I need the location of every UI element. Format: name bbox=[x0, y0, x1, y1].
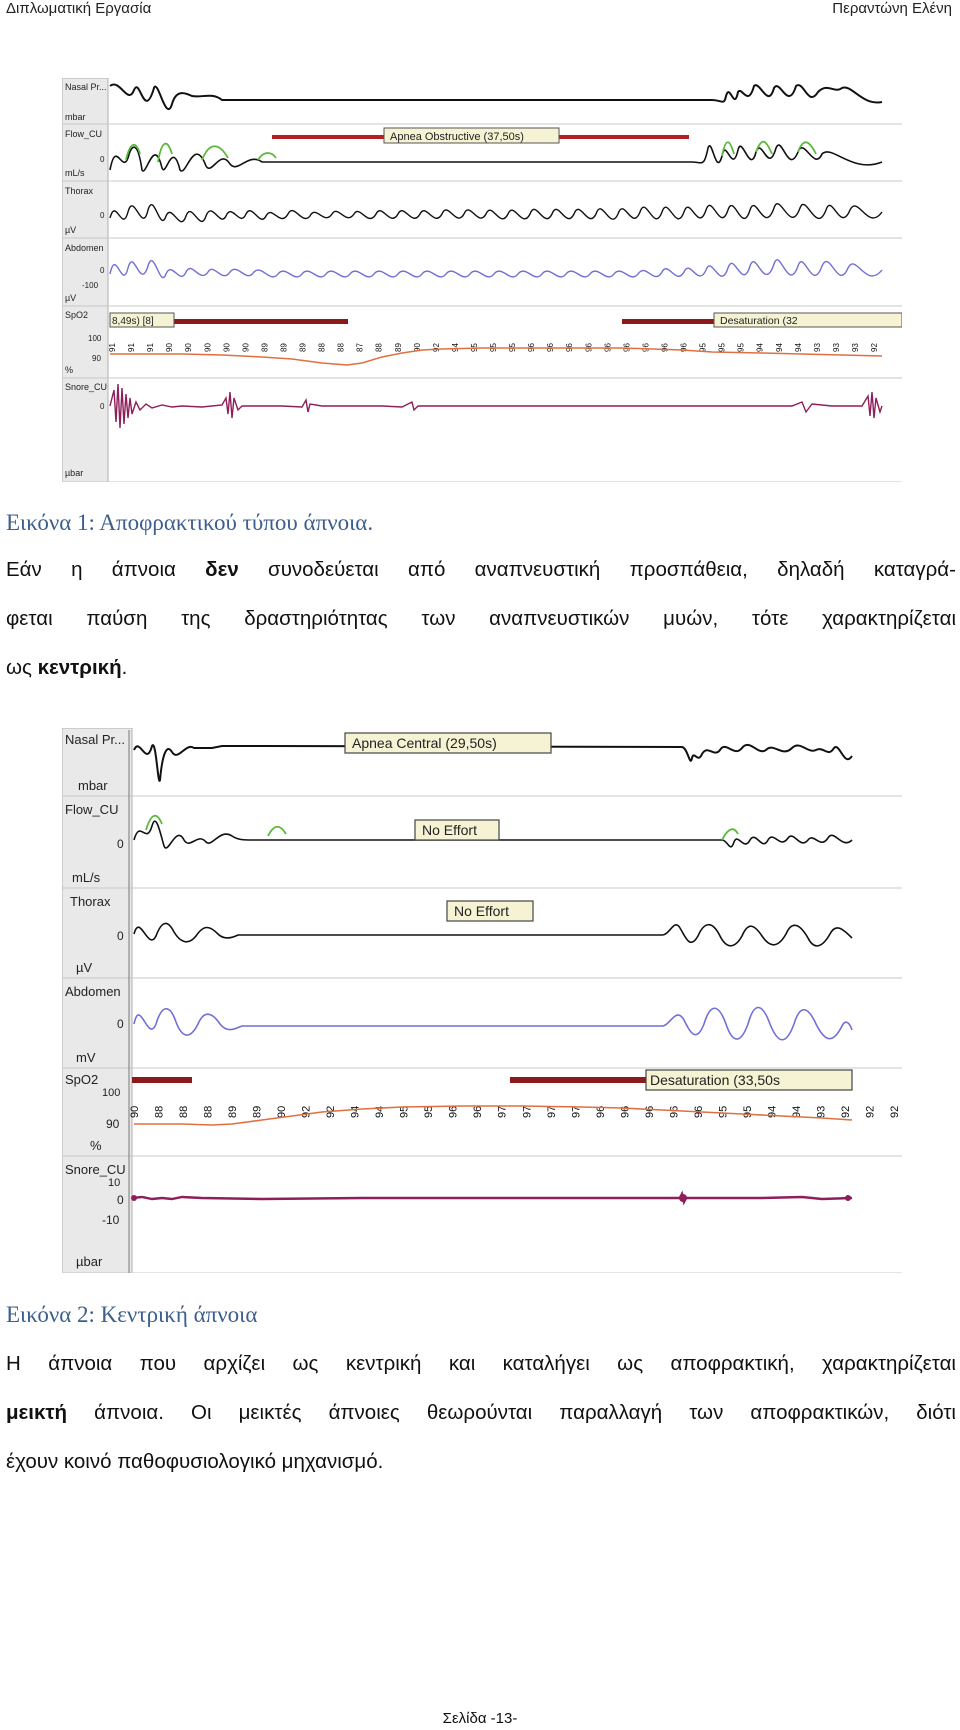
f1-spo2-value-19: 95 bbox=[469, 343, 479, 352]
f2-unit-flow: mL/s bbox=[72, 870, 101, 885]
f1-spo2-value-29: 96 bbox=[660, 343, 670, 352]
f2-spo2-value-17: 97 bbox=[545, 1105, 558, 1118]
f1-spo2-value-12: 88 bbox=[336, 343, 346, 352]
figure-obstructive-apnea bbox=[62, 78, 902, 482]
f1-spo2-value-28: 96 bbox=[641, 343, 651, 352]
f1-spo2-value-13: 87 bbox=[355, 343, 365, 352]
f2-spo2-value-11: 95 bbox=[398, 1105, 411, 1118]
caption-figure-1: Εικόνα 1: Αποφρακτικού τύπου άπνοια. bbox=[6, 510, 374, 535]
f1-spo2-value-39: 93 bbox=[850, 343, 860, 352]
f1-ch-thorax: Thorax bbox=[65, 186, 94, 196]
f1-spo2-value-1: 91 bbox=[127, 343, 137, 352]
f1-spo2-value-38: 93 bbox=[831, 343, 841, 352]
f1-ch-snore: Snore_CU bbox=[65, 382, 108, 392]
f2-desat-label: Desaturation (33,50s bbox=[650, 1072, 780, 1088]
f1-spo2-value-18: 94 bbox=[450, 343, 460, 352]
f1-unit-thorax: µV bbox=[65, 225, 77, 235]
f1-spo2-value-23: 96 bbox=[546, 343, 556, 352]
f2-tick-snore-0: 0 bbox=[117, 1193, 124, 1207]
f2-ch-spo2: SpO2 bbox=[65, 1072, 99, 1087]
f1-spo2-value-24: 96 bbox=[565, 343, 575, 352]
page-number: Σελίδα -13- bbox=[442, 1710, 518, 1727]
f2-unit-spo2: % bbox=[90, 1138, 102, 1153]
f2-spo2-value-15: 97 bbox=[496, 1105, 509, 1118]
keyword-central: κεντρική bbox=[37, 656, 122, 679]
f2-spo2-value-18: 97 bbox=[570, 1105, 583, 1118]
para2-line2: μεικτή άπνοια. Οι μεικτές άπνοιες θεωρούνται παραλλαγή των αποφρακτικών, διότι bbox=[6, 1401, 956, 1424]
f2-unit-snore: µbar bbox=[76, 1254, 103, 1269]
keyword-den: δεν bbox=[205, 558, 239, 581]
f1-spo2-value-17: 92 bbox=[431, 343, 441, 352]
f1-spo2-value-14: 88 bbox=[374, 343, 384, 352]
f1-spo2-value-0: 91 bbox=[108, 343, 117, 352]
f2-unit-abdomen: mV bbox=[76, 1050, 96, 1065]
f2-spo2-value-28: 93 bbox=[815, 1105, 828, 1118]
f2-spo2-value-30: 92 bbox=[864, 1105, 877, 1118]
f2-tick-abd-0: 0 bbox=[117, 1017, 124, 1031]
f2-spo2-value-6: 90 bbox=[276, 1105, 289, 1118]
para1-line2: φεται παύση της δραστηριότητας των αναπνευστικών μυών, τότε χαρακτηρίζεται bbox=[6, 607, 956, 630]
f2-spo2-value-29: 92 bbox=[839, 1105, 852, 1118]
f1-unit-flow: mL/s bbox=[65, 168, 85, 178]
f2-tick-spo2-100: 100 bbox=[102, 1087, 121, 1099]
f2-ch-thorax: Thorax bbox=[70, 894, 111, 909]
f2-tick-snore-10: 10 bbox=[108, 1177, 121, 1189]
f2-ch-snore: Snore_CU bbox=[65, 1162, 126, 1177]
figure-central-apnea bbox=[62, 728, 902, 1273]
f2-spo2-value-24: 95 bbox=[717, 1105, 730, 1118]
f2-spo2-value-16: 97 bbox=[521, 1105, 534, 1118]
f1-spo2-value-21: 95 bbox=[508, 343, 518, 352]
f1-spo2-value-6: 90 bbox=[222, 343, 232, 352]
f2-spo2-value-3: 88 bbox=[202, 1105, 215, 1118]
header-title: Διπλωματική Εργασία bbox=[6, 0, 152, 17]
f1-spo2-value-22: 96 bbox=[527, 343, 537, 352]
f1-unit-snore: µbar bbox=[65, 468, 84, 478]
f2-spo2-value-20: 96 bbox=[619, 1105, 632, 1118]
para2-line1: Η άπνοια που αρχίζει ως κεντρική και καταλήγει ως αποφρακτική, χαρακτηρίζεται bbox=[6, 1352, 956, 1375]
f2-spo2-value-5: 89 bbox=[251, 1105, 264, 1118]
f1-spo2-value-26: 96 bbox=[603, 343, 613, 352]
f2-spo2-value-27: 94 bbox=[790, 1105, 803, 1118]
f1-spo2-value-5: 90 bbox=[203, 343, 213, 352]
f1-tick-flow-0: 0 bbox=[100, 155, 105, 164]
f2-spo2-value-10: 94 bbox=[374, 1105, 387, 1118]
f1-tick-spo2-100: 100 bbox=[88, 334, 102, 343]
f1-spo2-value-34: 94 bbox=[755, 343, 765, 352]
f1-tick-abd-0: 0 bbox=[100, 266, 105, 275]
f2-noeffort-abdomen: No Effort bbox=[454, 903, 509, 919]
para1-line3: ως κεντρική. bbox=[6, 656, 128, 679]
f1-spo2-value-7: 90 bbox=[241, 343, 251, 352]
f1-ch-spo2: SpO2 bbox=[65, 310, 89, 320]
f1-spo2-value-35: 94 bbox=[774, 343, 784, 352]
f1-ch-nasal: Nasal Pr... bbox=[65, 82, 107, 92]
f1-ch-abdomen: Abdomen bbox=[65, 243, 104, 253]
f1-spo2-left-label: 8,49s) [8] bbox=[112, 316, 154, 327]
f2-ch-abdomen: Abdomen bbox=[65, 984, 121, 999]
f1-spo2-value-4: 90 bbox=[184, 343, 194, 352]
f1-unit-nasal: mbar bbox=[65, 112, 86, 122]
f1-tick-abd-m100: -100 bbox=[82, 281, 99, 290]
f1-spo2-value-20: 95 bbox=[489, 343, 498, 352]
f2-tick-flow-0: 0 bbox=[117, 837, 124, 851]
f2-tick-snore-m10: -10 bbox=[102, 1213, 120, 1227]
f1-tick-snore-0: 0 bbox=[100, 402, 105, 411]
caption-figure-2: Εικόνα 2: Κεντρική άπνοια bbox=[6, 1302, 258, 1327]
f2-desat-bar bbox=[510, 1077, 650, 1083]
f2-spo2-left-bar bbox=[132, 1077, 192, 1083]
f2-spo2-value-4: 89 bbox=[227, 1105, 240, 1118]
f1-desat-label: Desaturation (32 bbox=[720, 315, 798, 327]
f2-spo2-value-31: 92 bbox=[889, 1105, 901, 1118]
f2-spo2-value-19: 96 bbox=[594, 1105, 607, 1118]
f1-spo2-value-16: 90 bbox=[412, 343, 422, 352]
f1-tick-thorax-0: 0 bbox=[100, 211, 105, 220]
f2-spo2-value-25: 95 bbox=[741, 1105, 754, 1118]
f1-spo2-value-32: 95 bbox=[717, 343, 727, 352]
f2-ch-nasal: Nasal Pr... bbox=[65, 732, 125, 747]
f2-spo2-value-13: 96 bbox=[447, 1105, 460, 1118]
f1-spo2-value-27: 96 bbox=[622, 343, 632, 352]
f1-unit-abdomen: µV bbox=[65, 293, 77, 303]
f2-spo2-value-22: 96 bbox=[668, 1105, 681, 1118]
f1-spo2-value-2: 91 bbox=[146, 343, 156, 352]
f2-tick-spo2-90: 90 bbox=[106, 1117, 120, 1131]
f2-spo2-value-9: 94 bbox=[349, 1105, 362, 1118]
f2-spo2-value-0: 90 bbox=[129, 1105, 141, 1118]
f1-spo2-value-25: 96 bbox=[584, 343, 594, 352]
f2-ch-flow: Flow_CU bbox=[65, 802, 119, 817]
f1-spo2-value-11: 88 bbox=[317, 343, 327, 352]
f1-spo2-value-36: 94 bbox=[793, 343, 803, 352]
f1-apnea-label: Apnea Obstructive (37,50s) bbox=[390, 131, 524, 143]
paragraph-mixed-apnea bbox=[6, 1339, 956, 1486]
f1-spo2-value-8: 89 bbox=[260, 343, 270, 352]
f1-spo2-value-10: 89 bbox=[298, 343, 308, 352]
f2-unit-nasal: mbar bbox=[78, 778, 108, 793]
f2-spo2-value-1: 88 bbox=[153, 1105, 166, 1118]
para2-line3: έχουν κοινό παθοφυσιολογικό μηχανισμό. bbox=[6, 1450, 384, 1473]
f1-ch-flow: Flow_CU bbox=[65, 129, 103, 139]
paragraph-central-apnea bbox=[6, 545, 956, 692]
f1-spo2-value-9: 89 bbox=[279, 343, 289, 352]
para1-line1: Εάν η άπνοια δεν συνοδεύεται από αναπνευστική προσπάθεια, δηλαδή καταγρά- bbox=[6, 558, 956, 581]
f1-spo2-value-30: 96 bbox=[679, 343, 689, 352]
f2-spo2-value-2: 88 bbox=[178, 1105, 191, 1118]
f2-spo2-value-12: 95 bbox=[423, 1105, 436, 1118]
f2-tick-thorax-0: 0 bbox=[117, 929, 124, 943]
keyword-mixed: μεικτή bbox=[6, 1401, 68, 1424]
f1-spo2-value-33: 95 bbox=[736, 343, 746, 352]
f2-spo2-value-14: 96 bbox=[472, 1105, 485, 1118]
f1-spo2-value-40: 92 bbox=[870, 343, 879, 352]
f2-spo2-value-26: 94 bbox=[766, 1105, 779, 1118]
f2-noeffort-thorax: No Effort bbox=[422, 822, 477, 838]
f2-apnea-label: Apnea Central (29,50s) bbox=[352, 735, 497, 751]
f2-spo2-value-7: 92 bbox=[300, 1105, 313, 1118]
f1-spo2-value-3: 90 bbox=[165, 343, 175, 352]
f2-spo2-value-8: 92 bbox=[325, 1105, 338, 1118]
f2-unit-thorax: µV bbox=[76, 960, 93, 975]
f2-spo2-value-23: 96 bbox=[692, 1105, 705, 1118]
f1-spo2-value-37: 93 bbox=[812, 343, 822, 352]
f1-spo2-value-31: 95 bbox=[698, 343, 708, 352]
f2-spo2-value-21: 96 bbox=[643, 1105, 656, 1118]
f1-unit-spo2: % bbox=[65, 365, 74, 375]
f1-tick-spo2-90: 90 bbox=[92, 354, 101, 363]
f1-spo2-value-15: 89 bbox=[393, 343, 403, 352]
header-author: Περαντώνη Ελένη bbox=[832, 0, 952, 17]
